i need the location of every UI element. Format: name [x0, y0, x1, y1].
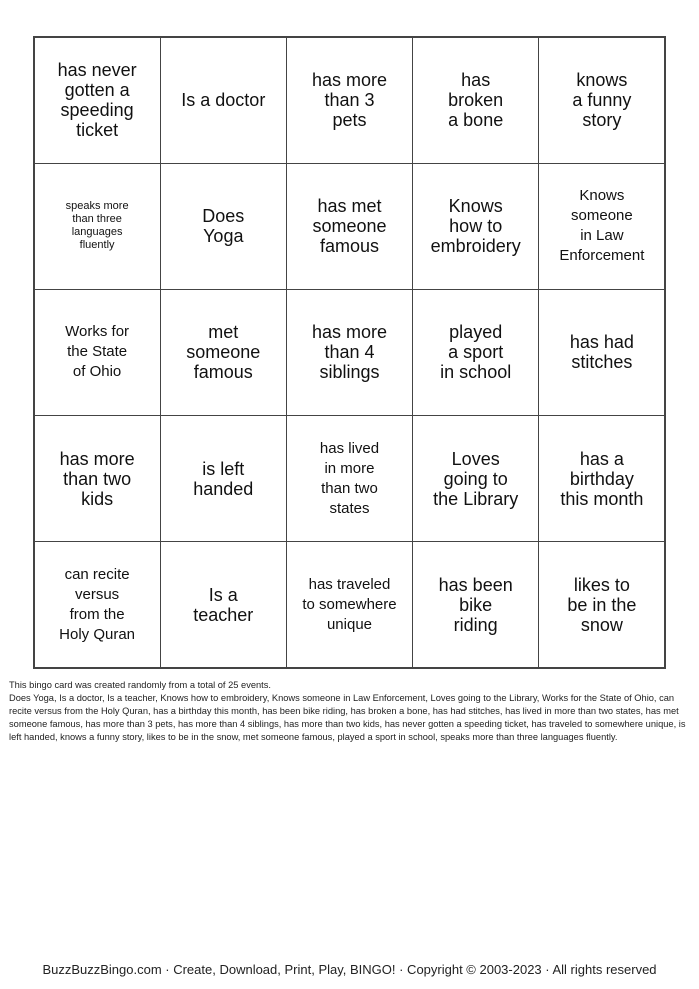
- bingo-card-grid: [33, 36, 666, 669]
- card-notes: [9, 679, 689, 744]
- bingo-cell: Works for the State of Ohio: [34, 289, 161, 416]
- bingo-cell: Knows someone in Law Enforcement: [538, 163, 665, 290]
- bingo-cell: Does Yoga: [160, 163, 287, 290]
- bingo-cell: likes to be in the snow: [538, 541, 665, 668]
- notes-intro: This bingo card was created randomly from a total of 25 events.: [9, 680, 271, 690]
- bingo-cell: met someone famous: [160, 289, 287, 416]
- bingo-cell: knows a funny story: [538, 37, 665, 164]
- page-footer: BuzzBuzzBingo.com · Create, Download, Print, Play, BINGO! · Copyright © 2003-2023 · All rights reserved: [42, 962, 657, 977]
- bingo-cell: has more than 3 pets: [286, 37, 413, 164]
- bingo-cell: can recite versus from the Holy Quran: [34, 541, 161, 668]
- bingo-cell: has broken a bone: [412, 37, 539, 164]
- bingo-cell: has met someone famous: [286, 163, 413, 290]
- notes-event-list: Does Yoga, Is a doctor, Is a teacher, Knows how to embroidery, Knows someone in Law Enforcement, Loves going to the Library, Works for the State of Ohio, can recite versus from the Holy Quran, has a birthday this month, has been bike riding, has broken a bone, has had stitches, has lived in more than two states, has met someone famous, has more than 3 pets, has more than 4 siblings, has more than two kids, has never gotten a speeding ticket, has traveled to somewhere unique, is left handed, knows a funny story, likes to be in the snow, met someone famous, played a sport in school, speaks more than three languages fluently.: [9, 693, 686, 742]
- bingo-cell: has a birthday this month: [538, 415, 665, 542]
- bingo-cell: has never gotten a speeding ticket: [34, 37, 161, 164]
- bingo-cell: Is a teacher: [160, 541, 287, 668]
- bingo-cell: speaks more than three languages fluently: [34, 163, 161, 290]
- bingo-cell: is left handed: [160, 415, 287, 542]
- bingo-cell: has traveled to somewhere unique: [286, 541, 413, 668]
- bingo-cell: has more than 4 siblings: [286, 289, 413, 416]
- bingo-cell: has had stitches: [538, 289, 665, 416]
- bingo-cell: has lived in more than two states: [286, 415, 413, 542]
- bingo-cell: Is a doctor: [160, 37, 287, 164]
- bingo-cell: has more than two kids: [34, 415, 161, 542]
- bingo-cell: has been bike riding: [412, 541, 539, 668]
- bingo-cell: Loves going to the Library: [412, 415, 539, 542]
- bingo-cell: played a sport in school: [412, 289, 539, 416]
- bingo-cell: Knows how to embroidery: [412, 163, 539, 290]
